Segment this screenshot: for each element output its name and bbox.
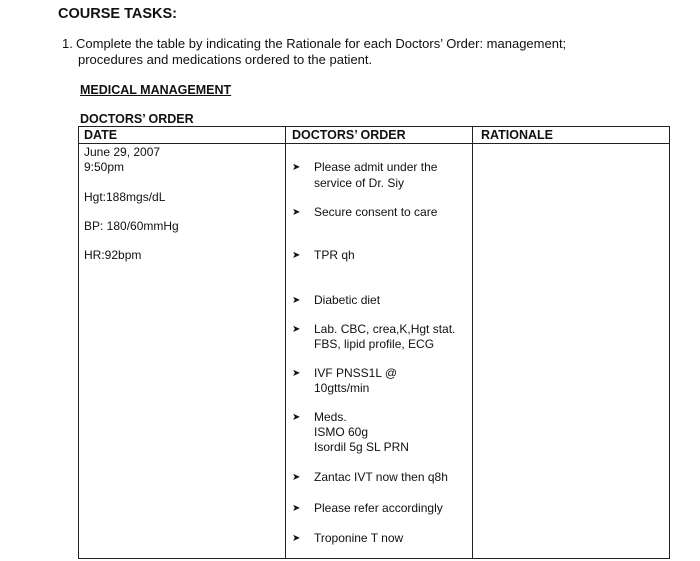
- arrow-bullet-icon: ➤: [292, 472, 301, 483]
- task-instruction-line-2: procedures and medications ordered to the patient.: [78, 52, 373, 67]
- order-item-continued: 10gtts/min: [314, 381, 370, 395]
- order-item: Diabetic diet: [314, 293, 381, 307]
- task-number: 1.: [62, 36, 73, 51]
- order-item: Please refer accordingly: [314, 501, 443, 515]
- order-item-continued: service of Dr. Siy: [314, 176, 405, 190]
- order-item: IVF PNSS1L @: [314, 366, 398, 380]
- order-item: Lab. CBC, crea,K,Hgt stat.: [314, 322, 456, 336]
- arrow-bullet-icon: ➤: [292, 324, 301, 335]
- table-left-border: [78, 126, 79, 559]
- arrow-bullet-icon: ➤: [292, 295, 301, 306]
- arrow-bullet-icon: ➤: [292, 162, 301, 173]
- order-item: Meds.: [314, 410, 347, 424]
- order-item: Please admit under the: [314, 160, 438, 174]
- table-right-border: [669, 126, 670, 559]
- arrow-bullet-icon: ➤: [292, 503, 301, 514]
- order-date: June 29, 2007: [84, 145, 161, 159]
- order-item: Troponine T now: [314, 531, 404, 545]
- arrow-bullet-icon: ➤: [292, 412, 301, 423]
- column-header-date: DATE: [84, 128, 118, 142]
- table-bottom-border: [78, 558, 670, 559]
- rationale-column[interactable]: [473, 144, 669, 558]
- order-item: Secure consent to care: [314, 205, 438, 219]
- column-divider-date-orders: [285, 126, 286, 559]
- order-item: Zantac IVT now then q8h: [314, 470, 448, 484]
- arrow-bullet-icon: ➤: [292, 368, 301, 379]
- vital-hr: HR:92bpm: [84, 248, 142, 262]
- section-title: MEDICAL MANAGEMENT: [80, 83, 232, 97]
- vital-bp: BP: 180/60mmHg: [84, 219, 179, 233]
- order-time: 9:50pm: [84, 160, 125, 174]
- arrow-bullet-icon: ➤: [292, 207, 301, 218]
- order-item: TPR qh: [314, 248, 355, 262]
- course-tasks-heading: COURSE TASKS:: [58, 6, 177, 22]
- column-header-rationale: RATIONALE: [481, 128, 553, 142]
- column-header-doctors-order: DOCTORS’ ORDER: [292, 128, 406, 142]
- task-instruction-line-1: Complete the table by indicating the Rationale for each Doctors’ Order: management;: [76, 36, 567, 51]
- order-item-continued: ISMO 60g: [314, 425, 369, 439]
- arrow-bullet-icon: ➤: [292, 533, 301, 544]
- order-item-continued: FBS, lipid profile, ECG: [314, 337, 435, 351]
- arrow-bullet-icon: ➤: [292, 250, 301, 261]
- table-caption: DOCTORS’ ORDER: [80, 112, 194, 126]
- vital-hgt: Hgt:188mgs/dL: [84, 190, 166, 204]
- table-top-border: [78, 126, 670, 127]
- order-item-continued: Isordil 5g SL PRN: [314, 440, 409, 454]
